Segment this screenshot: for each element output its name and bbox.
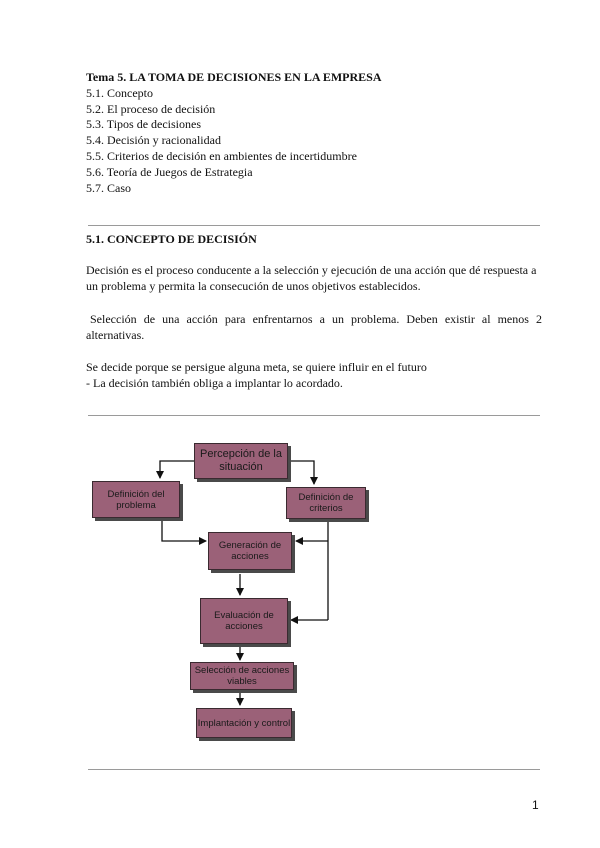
node-definicion-problema: Definición del problema — [92, 481, 180, 518]
toc-item: 5.5. Criterios de decisión en ambientes de incertidumbre — [86, 148, 357, 163]
paragraph-selection: Selección de una acción para enfrentarnos a un problema. Deben existir al menos 2 alternativas. — [86, 312, 542, 342]
section-heading: 5.1. CONCEPTO DE DECISIÓN — [86, 232, 257, 246]
toc-item: 5.2. El proceso de decisión — [86, 101, 216, 116]
node-seleccion: Selección de acciones viables — [190, 662, 294, 690]
paragraph-definition: Decisión es el proceso conducente a la selección y ejecución de una acción que dé respuesta a un problema y permita la consecución de unos objetivos establecidos. — [86, 263, 537, 293]
toc-item: 5.4. Decisión y racionalidad — [86, 133, 221, 148]
paragraph-goal-line2: - La decisión también obliga a implantar lo acordado. — [86, 376, 343, 390]
toc-title: Tema 5. LA TOMA DE DECISIONES EN LA EMPRESA — [86, 70, 382, 84]
toc-item: 5.1. Concepto — [86, 85, 153, 100]
toc-item: 5.3. Tipos de decisiones — [86, 117, 202, 132]
divider — [88, 769, 540, 770]
arrow-to-definicion-criterios — [288, 461, 314, 484]
arrow-problema-to-generacion — [162, 519, 206, 541]
node-definicion-criterios: Definición de criterios — [286, 487, 366, 519]
toc-item: 5.6. Teoría de Juegos de Estrategia — [86, 164, 253, 179]
toc-item: 5.7. Caso — [86, 180, 131, 195]
node-evaluacion: Evaluación de acciones — [200, 598, 288, 644]
node-percepcion: Percepción de la situación — [194, 443, 288, 479]
node-generacion: Generación de acciones — [208, 532, 292, 570]
paragraph-goal-line1: Se decide porque se persigue alguna meta, se quiere influir en el futuro — [86, 360, 427, 374]
arrow-to-definicion-problema — [160, 461, 194, 478]
page-number: 1 — [532, 798, 539, 812]
node-implantacion: Implantación y control — [196, 708, 292, 738]
